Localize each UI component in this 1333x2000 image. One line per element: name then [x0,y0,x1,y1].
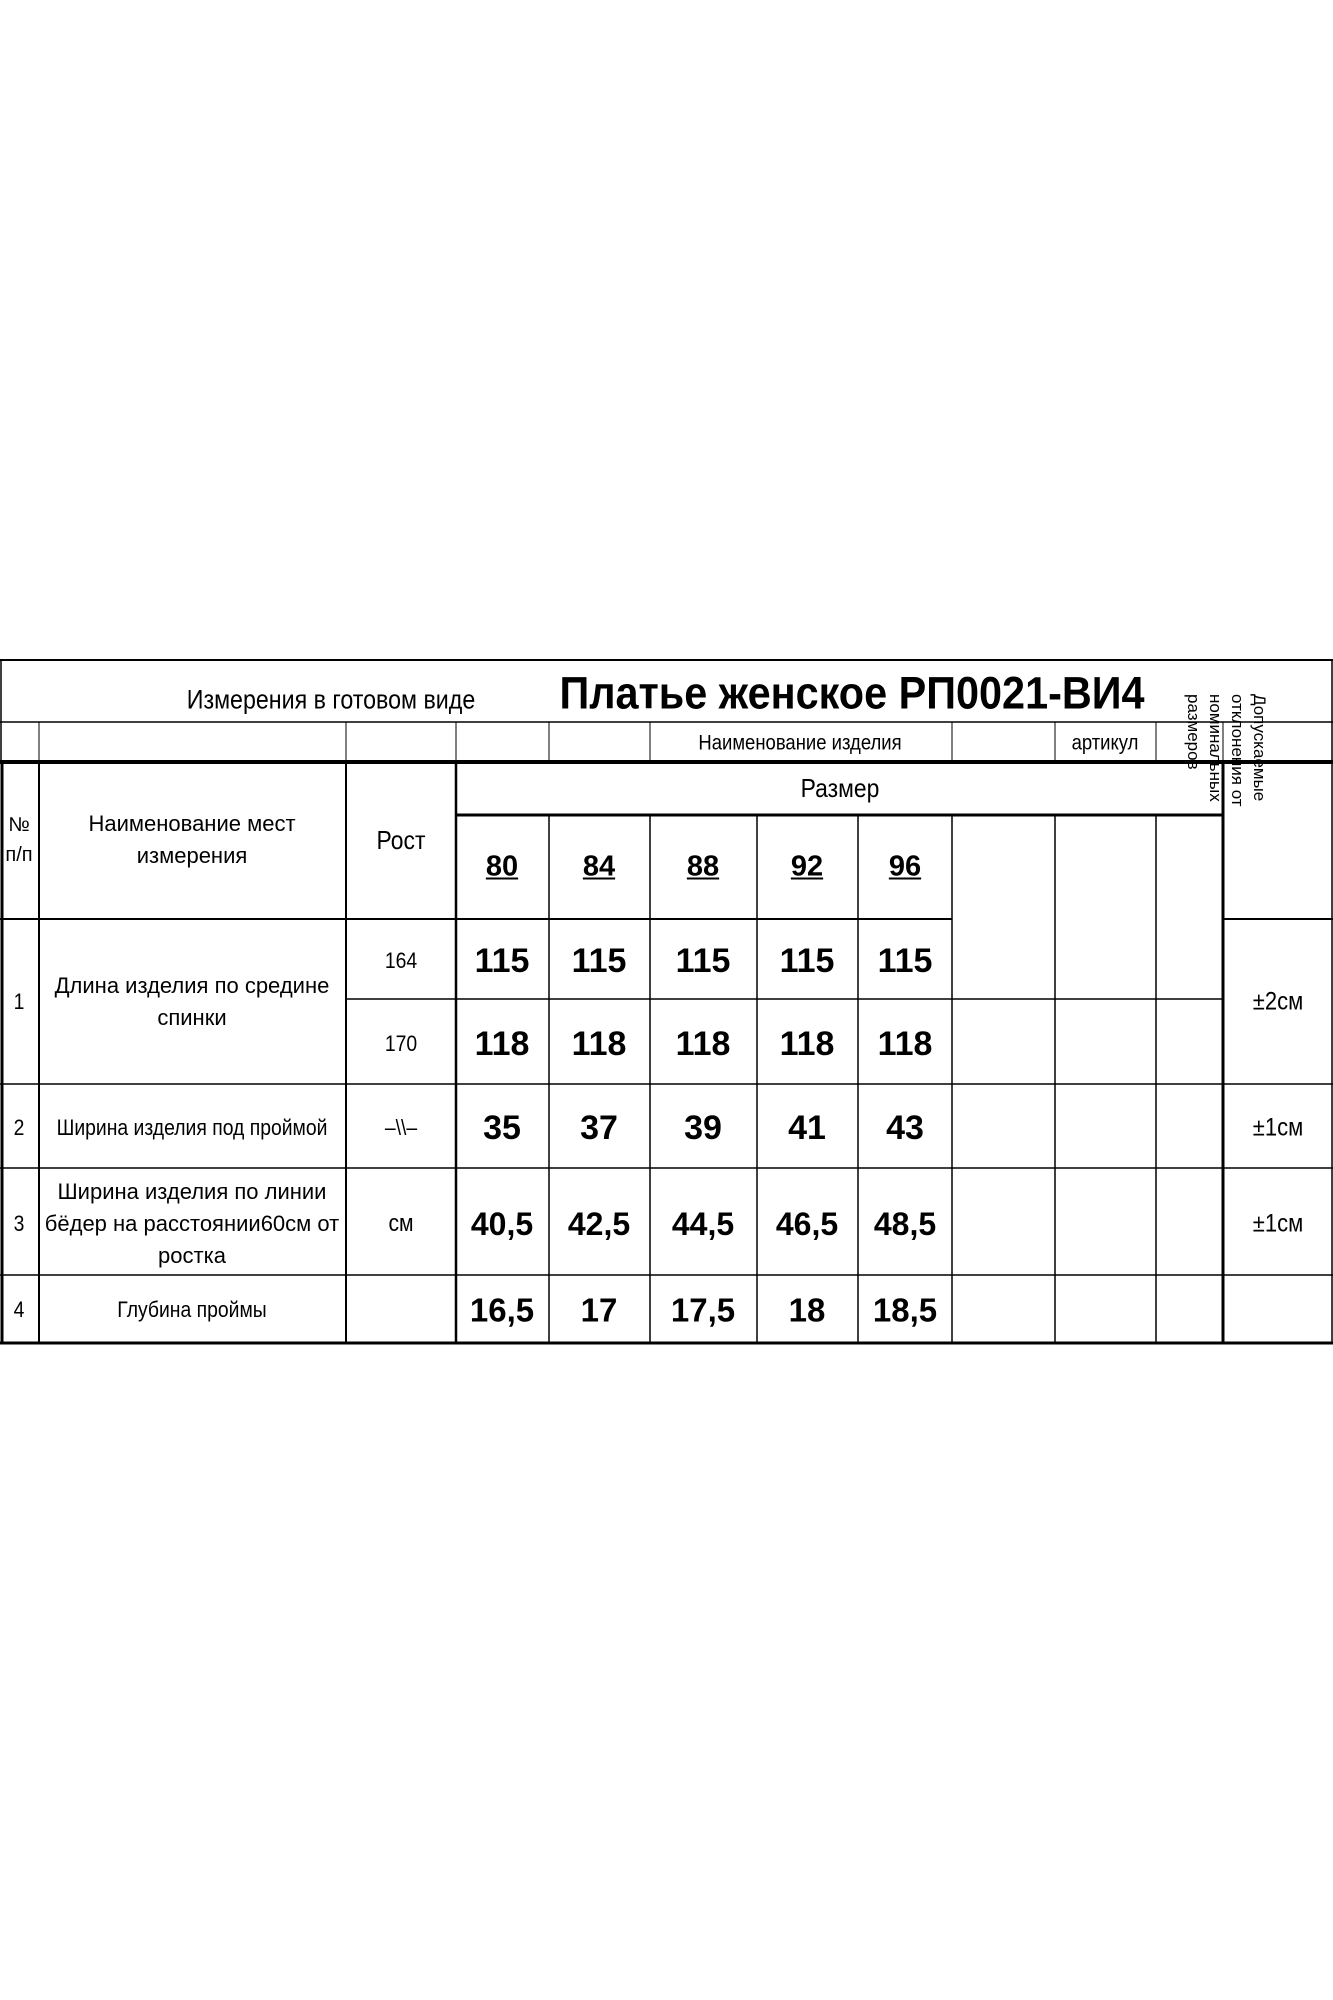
row-2-value-88: 39 [684,1109,722,1147]
product-name-label: Наименование изделия [698,731,902,755]
article-label: артикул [1071,731,1139,755]
row-3-name: Ширина изделия по линии бёдер на расстоянии60см от ростка [44,1179,340,1268]
row-2-tolerance: ±1см [1252,1113,1304,1142]
row-4-value-84: 17 [580,1291,618,1329]
row-1a-value-88: 115 [675,942,731,980]
row-1-number: 1 [13,989,25,1014]
row-1b-value-84: 118 [571,1025,627,1063]
row-2-value-96: 43 [886,1109,924,1147]
row-3-value-96: 48,5 [873,1206,937,1242]
row-3-height: см [388,1210,414,1237]
size-88: 88 [686,850,720,883]
row-2-value-84: 37 [580,1109,618,1147]
row-2-height: –\\– [384,1115,418,1140]
row-1a-value-84: 115 [571,942,627,980]
size-80: 80 [485,850,519,883]
column-number-header: № п/п [5,814,33,866]
row-1a-height: 164 [384,948,418,973]
row-1a-value-80: 115 [474,942,530,980]
row-2-name: Ширина изделия под проймой [56,1115,328,1140]
row-3-tolerance: ±1см [1252,1209,1304,1238]
row-4-value-92: 18 [788,1291,826,1329]
row-4-name: Глубина проймы [117,1297,267,1322]
row-1a-value-92: 115 [779,942,835,980]
row-3-value-92: 46,5 [775,1206,839,1242]
row-1b-value-96: 118 [877,1025,933,1063]
column-tolerance-header: Допускаемые отклонения от номинальных размеров [1184,694,1269,807]
row-3-value-88: 44,5 [671,1206,735,1242]
row-1b-value-88: 118 [675,1025,731,1063]
row-1-tolerance: ±2см [1252,987,1304,1016]
size-96: 96 [888,850,922,883]
row-2-value-92: 41 [788,1109,826,1147]
size-84: 84 [582,850,616,883]
row-1b-value-92: 118 [779,1025,835,1063]
row-3-value-84: 42,5 [567,1206,631,1242]
left-title: Измерения в готовом виде [186,684,476,715]
row-4-value-88: 17,5 [670,1291,736,1329]
row-4-value-80: 16,5 [469,1291,535,1329]
row-2-number: 2 [13,1115,25,1140]
row-1b-value-80: 118 [474,1025,530,1063]
column-size-header: Размер [800,773,880,803]
product-title: Платье женское РП0021-ВИ4 [559,667,1145,719]
row-1-name: Длина изделия по средине спинки [54,973,330,1030]
row-4-value-96: 18,5 [872,1291,938,1329]
column-height-header: Рост [376,825,426,855]
row-2-value-80: 35 [483,1109,521,1147]
row-4-number: 4 [13,1297,25,1322]
row-3-number: 3 [13,1211,25,1236]
row-1a-value-96: 115 [877,942,933,980]
row-3-value-80: 40,5 [470,1206,534,1242]
row-1b-height: 170 [384,1031,418,1056]
size-92: 92 [790,850,824,883]
column-measure-place-header: Наименование мест измерения [88,811,296,868]
